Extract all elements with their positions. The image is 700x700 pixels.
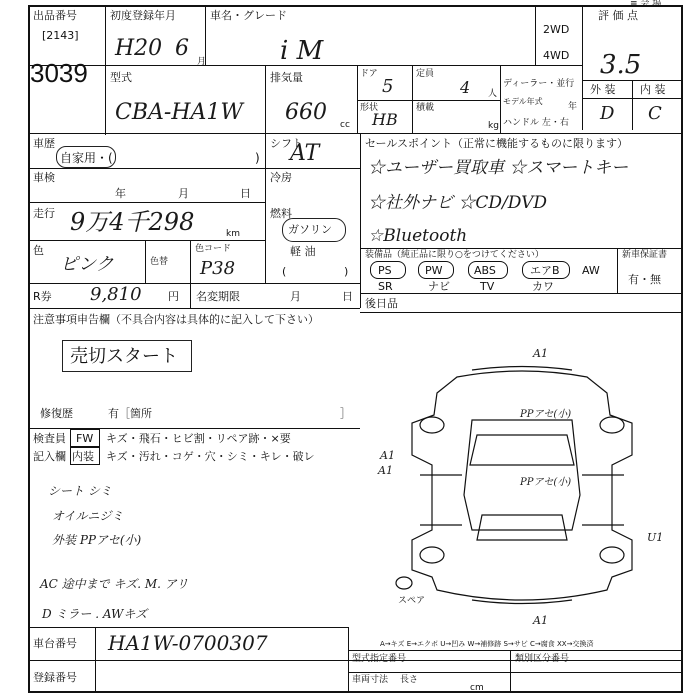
caution-text: 売切スタート (70, 346, 178, 367)
color-label: 色 (33, 244, 44, 257)
divider (145, 240, 146, 283)
divider (28, 627, 348, 628)
inspection-year: 年 (115, 187, 126, 200)
loading-label: 積載 (416, 103, 435, 113)
equip-navi: ナビ (428, 280, 450, 293)
divider (348, 627, 349, 693)
color-code-label: 色コード (195, 244, 232, 254)
caution-title: 注意事項申告欄（不具合内容は具体的に記入して下さい） (33, 313, 319, 326)
inspection-month: 月 (178, 187, 189, 200)
model-year-label: モデル年式 (503, 97, 543, 106)
mileage-label: 走行 (33, 207, 55, 220)
selling-title: セールスポイント（正常に機能するものに限ります） (365, 137, 629, 150)
inspector-row-1: キズ・飛石・ヒビ割・リペア跡・×要 (106, 432, 291, 445)
hand-note-4: AC 途中まで キズ. M. アリ (40, 577, 189, 591)
ac-label: 冷房 (270, 171, 292, 184)
wheel-rr (600, 547, 624, 563)
lot-label: 出品番号 (33, 9, 77, 22)
exterior-label: 外 装 (590, 83, 616, 96)
spare-label: スペア (398, 596, 426, 606)
inspector-interior: 内装 (72, 450, 94, 463)
rating-value: 3.5 (600, 50, 642, 80)
later-docs: 後日品 (365, 297, 398, 310)
fuel-paren-open: ( (282, 265, 287, 278)
hand-note-1: シート シミ (48, 484, 112, 498)
drive-4wd: 4WD (543, 49, 570, 62)
dmg-pp-mid: PPアセ(小) (520, 477, 572, 488)
history-value: 自家用・( (60, 151, 113, 165)
mileage-value: 9万4千298 (70, 208, 195, 236)
divider (28, 240, 265, 241)
dmg-pp-front: PPアセ(小) (520, 409, 572, 420)
wheel-fl (420, 417, 444, 433)
divider (265, 133, 266, 283)
warranty-label: 新車保証書 (622, 250, 668, 260)
repair-value: 有［箇所 (108, 407, 152, 420)
divider (360, 312, 683, 313)
recycle-value: 9,810 (90, 284, 142, 305)
selling-line-2: ☆社外ナビ ☆CD/DVD (368, 193, 548, 213)
cc-unit: cc (340, 120, 350, 130)
inspection-day: 日 (240, 187, 251, 200)
damage-legend: A→キズ E→エクボ U→凹み W→補修跡 S→サビ C→腐食 XX→交換済 (380, 640, 594, 648)
fuel-label: 燃料 (270, 207, 292, 220)
displacement-label: 排気量 (270, 71, 303, 84)
inspector-row-2: キズ・汚れ・コゲ・穴・シミ・キレ・破レ (106, 450, 315, 463)
history-close: ) (255, 151, 260, 165)
reg-label: 登録番号 (33, 671, 77, 684)
equip-abs: ABS (474, 264, 496, 277)
equip-airbag-circle (522, 261, 570, 279)
divider (28, 308, 360, 309)
shift-value: AT (290, 141, 320, 166)
equip-ps: PS (378, 264, 392, 277)
doors-value: 5 (382, 76, 394, 97)
hand-note-3: 外装 PPアセ(小) (52, 533, 142, 547)
color-value: ピンク (60, 254, 114, 275)
doors-label: ドア (360, 69, 378, 79)
fuel-gasoline: ガソリン (288, 223, 332, 236)
year-unit: 年 (568, 102, 578, 112)
equip-sr: SR (378, 280, 393, 293)
divider (357, 100, 500, 101)
divider (632, 80, 633, 130)
type-value: CBA-HA1W (115, 100, 244, 125)
model-value: i M (280, 36, 324, 66)
type-label: 型式 (110, 71, 132, 84)
dmg-a1-bottom: A1 (533, 614, 548, 627)
car-roof (464, 420, 580, 530)
equip-ps-circle (370, 261, 406, 279)
rear-glass (477, 515, 567, 540)
divider (357, 65, 358, 133)
selling-line-3: ☆Bluetooth (368, 226, 468, 246)
equipment-title: 装備品（純正品に限り○をつけてください） (365, 250, 544, 260)
history-circle (56, 146, 116, 168)
hand-note-2: オイルニジミ (52, 509, 124, 523)
divider (105, 5, 106, 135)
warranty-value: 有・無 (628, 273, 661, 286)
equip-abs-circle (468, 261, 508, 279)
equip-aw: AW (582, 264, 600, 277)
divider (205, 5, 206, 65)
equip-airbag: エアB (530, 264, 560, 277)
front-glass (470, 435, 574, 465)
length-label: 長さ (400, 675, 419, 685)
dealer-label: ディーラー・並行 (503, 79, 575, 89)
interior-grade: C (648, 103, 662, 124)
divider (265, 65, 266, 133)
divider (617, 248, 618, 293)
persons-unit: 人 (488, 89, 498, 99)
color-change-label: 色替 (150, 257, 169, 267)
dmg-u1-right: U1 (647, 531, 664, 544)
top-stamp: ≡ 会 場 (630, 0, 662, 9)
meigi-month: 月 (290, 290, 301, 303)
equip-pw-circle (418, 261, 454, 279)
selling-line-1: ☆ユーザー買取車 ☆スマートキー (368, 158, 629, 178)
dmg-a1-left-2: A1 (378, 464, 393, 477)
divider (360, 133, 361, 308)
wheel-fr (600, 417, 624, 433)
month-unit: 月 (197, 57, 207, 67)
divider (28, 283, 360, 284)
lot-bracket: [2143] (42, 29, 79, 42)
equip-leather: カワ (532, 280, 554, 293)
inspector-fw: FW (76, 432, 94, 445)
form-type-label: 型式指定番号 (352, 654, 407, 664)
history-label: 車歴 (33, 137, 55, 150)
equip-tv: TV (480, 280, 495, 293)
capacity-label: 定員 (416, 69, 435, 79)
equip-pw: PW (425, 264, 443, 277)
first-reg-era: H20 (115, 36, 163, 61)
divider (28, 168, 360, 169)
divider (582, 98, 682, 99)
interior-label: 内 装 (640, 83, 666, 96)
caution-box (62, 340, 192, 372)
inspector-label-1: 検査員 (33, 432, 66, 445)
divider (348, 650, 683, 651)
inspection-label: 車検 (33, 171, 55, 184)
fuel-circle (282, 218, 346, 242)
dmg-a1-top: A1 (533, 347, 548, 360)
first-reg-month: 6 (175, 36, 189, 61)
recycle-label: R券 (33, 290, 52, 303)
yen-unit: 円 (168, 290, 179, 303)
divider (360, 293, 683, 294)
divider (360, 248, 683, 249)
kg-unit: kg (488, 121, 499, 131)
hand-note-5: D ミラー . AWキズ (42, 607, 148, 621)
class-label: 類別区分番号 (515, 654, 570, 664)
divider (500, 65, 501, 133)
shape-value: HB (372, 110, 398, 129)
fuel-light-oil: 軽 油 (290, 245, 316, 258)
color-code-value: P38 (200, 258, 236, 279)
lot-number: 3039 (30, 58, 88, 88)
meigi-label: 名変期限 (196, 290, 240, 303)
divider (348, 672, 683, 673)
displacement-value: 660 (285, 100, 327, 125)
divider (95, 627, 96, 693)
model-label: 車名・グレード (210, 9, 287, 22)
km-unit: km (226, 229, 240, 239)
shape-label: 形状 (360, 103, 379, 113)
repair-close: ］ (340, 407, 351, 420)
shift-label: シフト (270, 137, 303, 150)
vehicle-dim-label: 車両寸法 (352, 675, 389, 685)
divider (412, 65, 413, 133)
meigi-day: 日 (342, 290, 353, 303)
divider (28, 202, 265, 203)
handle-label: ハンドル 左・右 (503, 118, 569, 128)
divider (582, 5, 583, 130)
inspector-label-2: 記入欄 (33, 450, 66, 463)
divider (190, 240, 191, 308)
first-reg-label: 初度登録年月 (110, 9, 176, 22)
divider (535, 5, 536, 65)
chassis-value: HA1W-0700307 (108, 631, 268, 655)
exterior-grade: D (600, 103, 615, 124)
fuel-paren-close: ) (344, 265, 349, 278)
drive-2wd: 2WD (543, 23, 570, 36)
chassis-label: 車台番号 (33, 637, 77, 650)
divider (28, 133, 683, 134)
capacity-value: 4 (460, 78, 471, 97)
wheel-rl (420, 547, 444, 563)
rating-label: 評 価 点 (598, 9, 638, 22)
cm-unit: cm (470, 683, 484, 693)
car-diagram (362, 315, 682, 635)
repair-label: 修復歴 (40, 407, 73, 420)
dmg-a1-left: A1 (380, 449, 395, 462)
